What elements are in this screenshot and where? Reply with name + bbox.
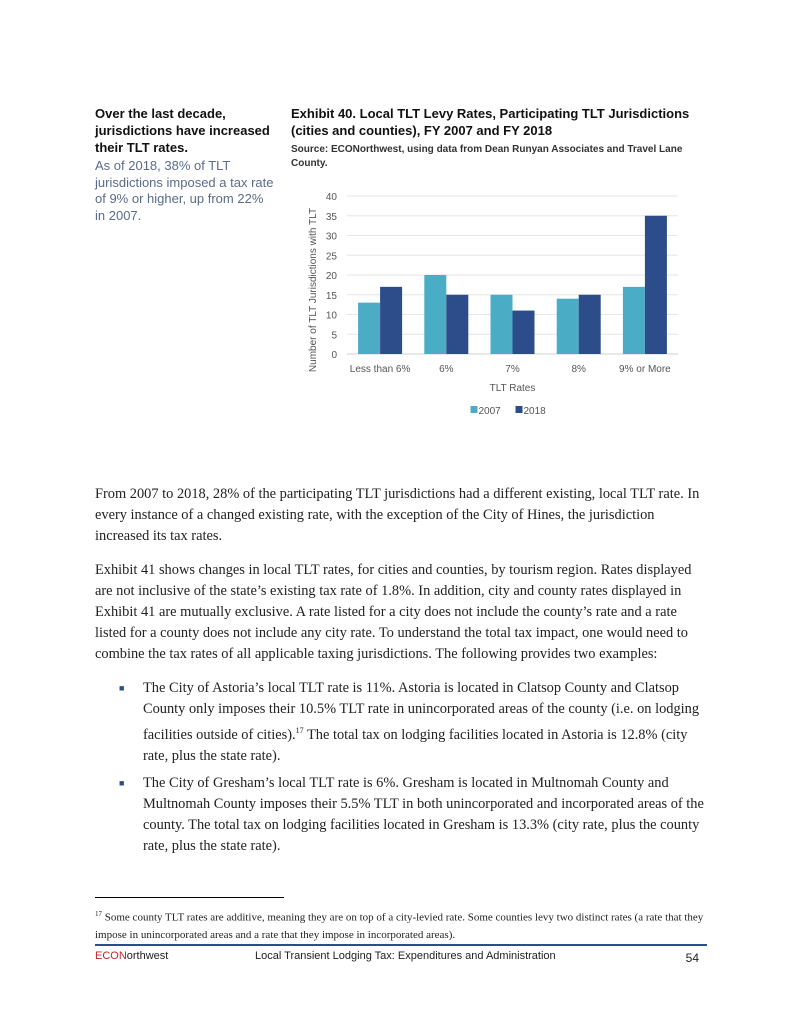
- bar-2018: [446, 295, 468, 354]
- footer-divider: [95, 944, 707, 946]
- page-number: 54: [685, 951, 699, 965]
- x-axis-label: TLT Rates: [489, 383, 536, 394]
- y-tick-label: 10: [325, 310, 337, 322]
- y-axis-label: Number of TLT Jurisdictions with TLT: [308, 207, 319, 373]
- legend-label: 2018: [523, 406, 546, 417]
- x-tick-label: Less than 6%: [349, 364, 411, 375]
- exhibit-header: [291, 105, 701, 171]
- sidebar-callout: [95, 105, 275, 224]
- bar-2007: [623, 287, 645, 354]
- x-tick-label: 9% or More: [619, 364, 671, 375]
- x-tick-label: 8%: [571, 364, 586, 375]
- callout-heading: Over the last decade, jurisdictions have increased their TLT rates.: [95, 106, 270, 155]
- callout-text: As of 2018, 38% of TLT jurisdictions imposed a tax rate of 9% or higher, up from 22% in 2007.: [95, 158, 274, 223]
- x-tick-label: 7%: [505, 364, 520, 375]
- bar-2018: [645, 216, 667, 354]
- bar-2007: [424, 275, 446, 354]
- legend-swatch: [471, 406, 478, 413]
- footnote-ref[interactable]: 17: [295, 726, 304, 735]
- footer-title: Local Transient Lodging Tax: Expenditures and Administration: [255, 950, 556, 962]
- footer-brand: ECONorthwest: [95, 950, 169, 962]
- y-tick-label: 5: [331, 330, 337, 342]
- footnote-divider: [95, 897, 284, 898]
- body-text: [95, 484, 707, 863]
- legend-swatch: [516, 406, 523, 413]
- x-tick-label: 6%: [439, 364, 454, 375]
- bar-2007: [358, 303, 380, 354]
- exhibit-source: Source: ECONorthwest, using data from Dean Runyan Associates and Travel Lane County.: [291, 144, 683, 169]
- y-tick-label: 15: [325, 290, 337, 302]
- y-tick-label: 40: [325, 192, 337, 203]
- bar-2018: [380, 287, 402, 354]
- y-tick-label: 30: [325, 231, 337, 243]
- legend-label: 2007: [478, 406, 501, 417]
- footnote: $^{17}$ Some county TLT rates are additive, meaning they are on top of a city-levied rate. Some counties levy two distinct rates (a rate that they impose in unincorporated areas and a rate that they impose in incorporated areas).: [95, 910, 704, 941]
- paragraph: From 2007 to 2018, 28% of the participating TLT jurisdictions had a different existing, local TLT rate. In every instance of a changed existing rate, with the exception of the City of Hines, the jurisdiction increased its tax rates.: [95, 486, 700, 544]
- bar-2007: [557, 299, 579, 354]
- bar-2007: [491, 295, 513, 354]
- example-list: [95, 678, 707, 857]
- bar-chart: [290, 185, 690, 430]
- y-tick-label: 20: [325, 271, 337, 282]
- y-tick-label: 25: [325, 251, 337, 263]
- bar-2018: [513, 311, 535, 354]
- bullet-icon: ■: [119, 777, 125, 788]
- bullet-icon: ■: [119, 683, 125, 693]
- bar-2018: [579, 295, 601, 354]
- list-item: ■ The City of Astoria’s local TLT rate is 11%. Astoria is located in Clatsop County and Clatsop County only imposes their 10.5% TLT rate in unincorporated areas of the county (i.e. on lodging facilities outside of cities).$^{17}$ The total tax on lodging facilities located in Astoria is 12.8% (city rate, plus the state rate).: [119, 680, 700, 764]
- exhibit-title: Exhibit 40. Local TLT Levy Rates, Participating TLT Jurisdictions (cities and counties), FY 2007 and FY 2018: [291, 106, 690, 138]
- y-tick-label: 0: [331, 350, 337, 361]
- list-item: ■ The City of Gresham’s local TLT rate is 6%. Gresham is located in Multnomah County and Multnomah County imposes their 5.5% TLT in both unincorporated and incorporated areas of the county. The total tax on lodging facilities located in Gresham is 13.3% (city rate, plus the county rate, plus the state rate).: [119, 774, 704, 854]
- paragraph: Exhibit 41 shows changes in local TLT rates, for cities and counties, by tourism region. Rates displayed are not inclusive of the state’s existing tax rate of 1.8%. In addition, city and county rates displayed in Exhibit 41 are mutually exclusive. A rate listed for a city does not include the county’s rate and a rate listed for a county does not include any city rate. To understand the total tax impact, one would need to combine the tax rates of all applicable taxing jurisdictions. The following provides two examples:: [95, 562, 692, 662]
- y-tick-label: 35: [325, 211, 337, 223]
